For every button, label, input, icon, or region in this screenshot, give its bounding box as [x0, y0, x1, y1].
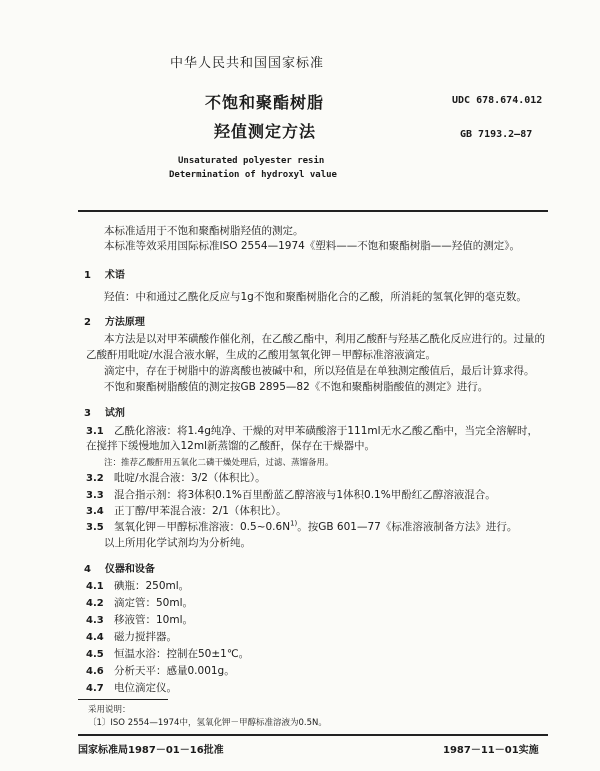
- equipment-number: 4.4: [86, 632, 104, 643]
- section-2-title: 方法原理: [104, 317, 145, 328]
- reagent-3-2-text: 吡啶/水混合液：3/2（体积比）。: [114, 472, 266, 484]
- english-title-line1: Unsaturated polyester resin: [178, 156, 325, 166]
- reagent-3-5-footnote-marker: 1): [290, 519, 298, 528]
- equipment-4-2: [86, 595, 193, 610]
- section-4-number: 4: [84, 564, 91, 575]
- section-2-p1-line1: 本方法是以对甲苯磺酸作催化剂，在乙酸乙酯中，利用乙酸酐与羟基乙酰化反应进行的。过量的: [104, 333, 545, 345]
- section-2-p1-line2: 乙酸酐用吡啶/水混合液水解，生成的乙酸用氢氧化钾－甲醇标准溶液滴定。: [86, 349, 437, 361]
- equipment-text: 分析天平：感量0.001g。: [114, 665, 235, 677]
- equipment-text: 移液管：10ml。: [114, 614, 194, 626]
- reagent-3-1-line1: [86, 423, 538, 438]
- equipment-text: 恒温水浴：控制在50±1℃。: [114, 648, 250, 660]
- intro-line2: 本标准等效采用国际标准ISO 2554—1974《塑料——不饱和聚酯树脂——羟值的测定》。: [104, 240, 521, 252]
- section-2-number: 2: [84, 317, 91, 328]
- section-2-p3: 不饱和聚酯树脂酸值的测定按GB 2895—82《不饱和聚酯树脂酸值的测定》进行。: [104, 381, 489, 393]
- footnote-text: 〔1〕ISO 2554—1974中，氢氧化钾－甲醇标准溶液为0.5N。: [88, 718, 327, 728]
- reagent-3-2: [86, 470, 266, 485]
- equipment-4-4: [86, 629, 177, 644]
- equipment-4-7: [86, 680, 177, 695]
- equipment-text: 碘瓶：250ml。: [114, 580, 190, 592]
- equipment-4-5: [86, 646, 249, 661]
- reagent-3-5-text-a: 氢氧化钾－甲醇标准溶液：0.5~0.6N: [114, 521, 291, 533]
- equipment-4-1: [86, 578, 189, 593]
- section-3-number: 3: [84, 408, 91, 419]
- equipment-number: 4.2: [86, 598, 104, 609]
- reagent-3-1-text: 乙酰化溶液：将1.4g纯净、干燥的对甲苯磺酸溶于111ml无水乙酸乙酯中，当完全溶解时，: [114, 425, 539, 437]
- section-1-number: 1: [84, 270, 91, 281]
- equipment-number: 4.3: [86, 615, 104, 626]
- reagent-3-1-number: 3.1: [86, 426, 104, 437]
- approval-date: 国家标准局1987－01－16批准: [78, 745, 224, 756]
- national-standard-heading: 中华人民共和国国家标准: [170, 56, 325, 71]
- equipment-text: 磁力搅拌器。: [114, 631, 177, 643]
- reagent-3-5-number: 3.5: [86, 522, 104, 533]
- reagent-3-2-number: 3.2: [86, 473, 104, 484]
- equipment-text: 滴定管：50ml。: [114, 597, 194, 609]
- section-2-p2: 滴定中，存在于树脂中的游离酸也被碱中和，所以羟值是在单独测定酸值后，最后计算求得。: [104, 365, 535, 377]
- section-2-heading: [84, 313, 145, 328]
- reagent-3-4-number: 3.4: [86, 506, 104, 517]
- equipment-4-3: [86, 612, 193, 627]
- gb-number: GB 7193.2—87: [460, 129, 533, 140]
- footnote-divider: [78, 699, 168, 700]
- equipment-number: 4.6: [86, 666, 104, 677]
- section-1-title: 术语: [104, 270, 125, 281]
- implementation-date: 1987－11－01实施: [443, 745, 539, 756]
- reagent-3-3-number: 3.3: [86, 490, 104, 501]
- section-3-heading: [84, 404, 125, 419]
- standard-title-line2: 羟值测定方法: [214, 122, 317, 141]
- equipment-number: 4.1: [86, 581, 104, 592]
- reagent-3-5: [86, 519, 517, 534]
- reagent-3-4: [86, 503, 287, 518]
- reagent-note: 注：推荐乙酸酐用五氧化二磷干燥处理后，过滤、蒸馏备用。: [104, 458, 334, 468]
- equipment-text: 电位滴定仪。: [114, 682, 177, 694]
- reagent-3-1-line2: 在搅拌下缓慢地加入12ml新蒸馏的乙酸酐，保存在干燥器中。: [86, 440, 376, 452]
- udc-number: UDC 678.674.012: [452, 95, 543, 106]
- footer-divider: [78, 734, 548, 736]
- section-4-heading: [84, 560, 155, 575]
- equipment-4-6: [86, 663, 235, 678]
- reagent-3-5-text-b: 。按GB 601—77《标准溶液制备方法》进行。: [297, 521, 518, 533]
- reagent-3-3-text: 混合指示剂：将3体积0.1%百里酚蓝乙醇溶液与1体积0.1%甲酚红乙醇溶液混合。: [114, 489, 496, 501]
- equipment-number: 4.7: [86, 683, 104, 694]
- reagents-closing: 以上所用化学试剂均为分析纯。: [104, 537, 251, 549]
- section-1-text: 羟值：中和通过乙酰化反应与1g不饱和聚酯树脂化合的乙酸，所消耗的氢氧化钾的毫克数。: [104, 291, 527, 303]
- standard-title-line1: 不饱和聚酯树脂: [205, 93, 325, 112]
- english-title-line2: Determination of hydroxyl value: [169, 170, 337, 180]
- intro-line1: 本标准适用于不饱和聚酯树脂羟值的测定。: [104, 225, 304, 237]
- section-3-title: 试剂: [104, 408, 125, 419]
- reagent-3-3: [86, 487, 496, 502]
- section-4-title: 仪器和设备: [104, 564, 155, 575]
- section-1-heading: [84, 266, 125, 281]
- equipment-number: 4.5: [86, 649, 104, 660]
- reagent-3-4-text: 正丁醇/甲苯混合液：2/1（体积比）。: [114, 505, 287, 517]
- header-divider: [78, 210, 548, 212]
- footnote-label: 采用说明：: [88, 705, 131, 715]
